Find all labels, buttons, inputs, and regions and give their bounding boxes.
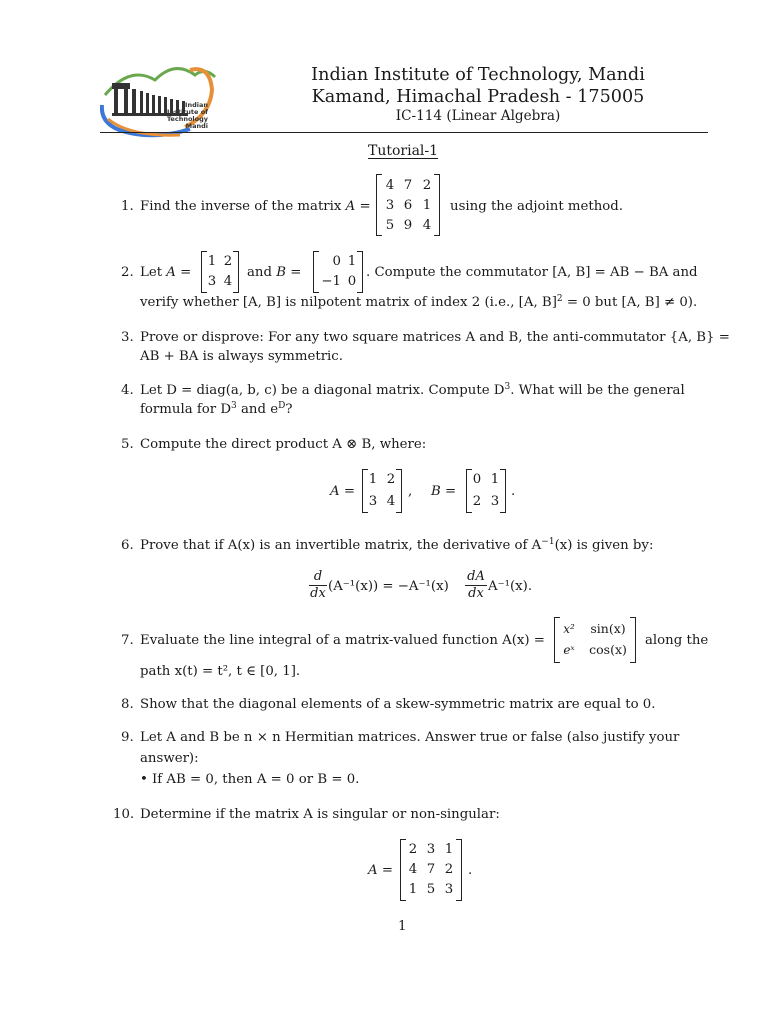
- q6-number: 6.: [121, 538, 134, 553]
- page-number: 1: [398, 919, 407, 934]
- q2-b-10: −1: [321, 274, 341, 289]
- q7-m-10: eˣ: [563, 643, 575, 657]
- q10-m-00: 2: [408, 842, 418, 857]
- q7-number: 7.: [121, 633, 134, 648]
- q2-number: 2.: [121, 265, 134, 280]
- logo-text-1: Indian: [185, 101, 208, 109]
- q5-b-01: 1: [490, 472, 500, 487]
- q9-line1: Let A and B be n × n Hermitian matrices. Answer true or false (also justify your: [140, 730, 680, 745]
- q1-m-21: 9: [403, 218, 413, 233]
- q5-text: Compute the direct product A ⊗ B, where:: [140, 437, 427, 452]
- q9-number: 9.: [121, 730, 134, 745]
- q9-bullet: •: [140, 772, 148, 787]
- q10-m-12: 2: [444, 862, 454, 877]
- logo-text-2: Institute of: [166, 108, 208, 116]
- q2-a-10: 3: [207, 274, 217, 289]
- q5-a-eq: A =: [330, 484, 355, 499]
- q9-line2: answer):: [140, 751, 199, 766]
- q1-text-a: Find the inverse of the matrix: [140, 199, 346, 214]
- institute-logo: [100, 55, 240, 150]
- q10-m-11: 7: [426, 862, 436, 877]
- q5-a-00: 1: [368, 472, 378, 487]
- q1-text: [140, 198, 371, 216]
- q10-m-20: 1: [408, 882, 418, 897]
- q8-number: 8.: [121, 697, 134, 712]
- q5-dot: .: [511, 484, 516, 499]
- q3-number: 3.: [121, 330, 134, 345]
- q5-a-01: 2: [386, 472, 396, 487]
- q10-m-01: 3: [426, 842, 436, 857]
- q2-matrix-a: [201, 251, 239, 293]
- q7-m-01: sin(x): [590, 621, 626, 636]
- q5-b-11: 3: [490, 494, 500, 509]
- q7-m-11: cos(x): [589, 642, 627, 657]
- q3-line2: AB + BA is always symmetric.: [140, 349, 343, 364]
- q1-var: A =: [345, 199, 371, 214]
- q2-let: Let A =: [140, 265, 192, 280]
- q10-m-22: 3: [444, 882, 454, 897]
- institute-address: Kamand, Himachal Pradesh - 175005: [311, 87, 645, 107]
- q1-m-20: 5: [385, 218, 395, 233]
- q5-matrix-b: [466, 469, 506, 513]
- q7-text-a: Evaluate the line integral of a matrix-valued function A(x) =: [140, 633, 545, 648]
- q6-mid: (A⁻¹(x)) = −A⁻¹(x): [328, 579, 449, 594]
- q7-m-00: x²: [563, 622, 575, 636]
- q5-a-10: 3: [368, 494, 378, 509]
- q1-m-22: 4: [422, 218, 432, 233]
- q1-m-12: 1: [422, 198, 432, 213]
- q10-m-10: 4: [408, 862, 418, 877]
- q5-comma: ,: [408, 484, 413, 499]
- q10-dot: .: [468, 863, 473, 878]
- q6-frac-dA: dA dx: [465, 570, 487, 601]
- q5-matrix-a: [362, 469, 402, 513]
- q7-line2: path x(t) = t², t ∈ [0, 1].: [140, 664, 301, 679]
- q8-text: Show that the diagonal elements of a skew-symmetric matrix are equal to 0.: [140, 697, 656, 712]
- q10-number: 10.: [113, 807, 135, 822]
- q4-line2: formula for $D^3$ and $e^D$?: [140, 401, 293, 417]
- q2-and: and B =: [247, 265, 302, 280]
- q2-a-00: 1: [207, 254, 217, 269]
- q1-m-02: 2: [422, 178, 432, 193]
- q9-item: If AB = 0, then A = 0 or B = 0.: [152, 772, 360, 787]
- q2-matrix-b: [313, 251, 363, 293]
- q4-line1: Let D = diag(a, b, c) be a diagonal matrix. Compute $D^3$. What will be the general: [140, 382, 685, 398]
- tutorial-title: Tutorial-1: [368, 143, 439, 159]
- q1-number: 1.: [121, 199, 134, 214]
- q1-m-00: 4: [385, 178, 395, 193]
- institute-name: Indian Institute of Technology, Mandi: [311, 65, 645, 85]
- q2-a-01: 2: [223, 254, 233, 269]
- q5-a-11: 4: [386, 494, 396, 509]
- q5-b-eq: B =: [431, 484, 457, 499]
- q5-b-10: 2: [472, 494, 482, 509]
- header-rule: [100, 132, 708, 133]
- logo-text-3: Technology: [166, 115, 208, 123]
- logo-text-4: Mandi: [185, 122, 208, 130]
- q5-number: 5.: [121, 437, 134, 452]
- q2-a-11: 4: [223, 274, 233, 289]
- q1-m-11: 6: [403, 198, 413, 213]
- q2-line2: verify whether [A, B] is nilpotent matrix of index 2 (i.e., [A, B]$^2$ = 0 but [A, B] ≠ 0).: [140, 294, 698, 310]
- q1-matrix: [376, 174, 440, 236]
- q4-number: 4.: [121, 383, 134, 398]
- q10-m-21: 5: [426, 882, 436, 897]
- q3-line1: Prove or disprove: For any two square matrices A and B, the anti-commutator {A, B} =: [140, 330, 730, 345]
- q6-text: Prove that if A(x) is an invertible matrix, the derivative of $A^{-1}(x)$ is given by:: [140, 537, 654, 553]
- q1-m-01: 7: [403, 178, 413, 193]
- q10-text: Determine if the matrix A is singular or non-singular:: [140, 807, 500, 822]
- q10-m-02: 1: [444, 842, 454, 857]
- q2-b-01: 1: [347, 254, 357, 269]
- q2-b-00: 0: [332, 254, 341, 269]
- q10-a-eq: A =: [368, 863, 393, 878]
- q2-text: . Compute the commutator [A, B] = AB − BA and: [366, 265, 698, 280]
- q5-b-00: 0: [472, 472, 482, 487]
- q2-b-11: 0: [347, 274, 357, 289]
- q7-matrix: [554, 617, 636, 663]
- q1-m-10: 3: [385, 198, 395, 213]
- q7-text-b: along the: [645, 633, 709, 648]
- q6-end: A⁻¹(x).: [488, 579, 533, 594]
- course-title: IC-114 (Linear Algebra): [395, 108, 561, 124]
- q10-matrix: [400, 839, 462, 901]
- q6-frac-d: d dx: [310, 569, 326, 601]
- q1-text-b: using the adjoint method.: [450, 199, 624, 214]
